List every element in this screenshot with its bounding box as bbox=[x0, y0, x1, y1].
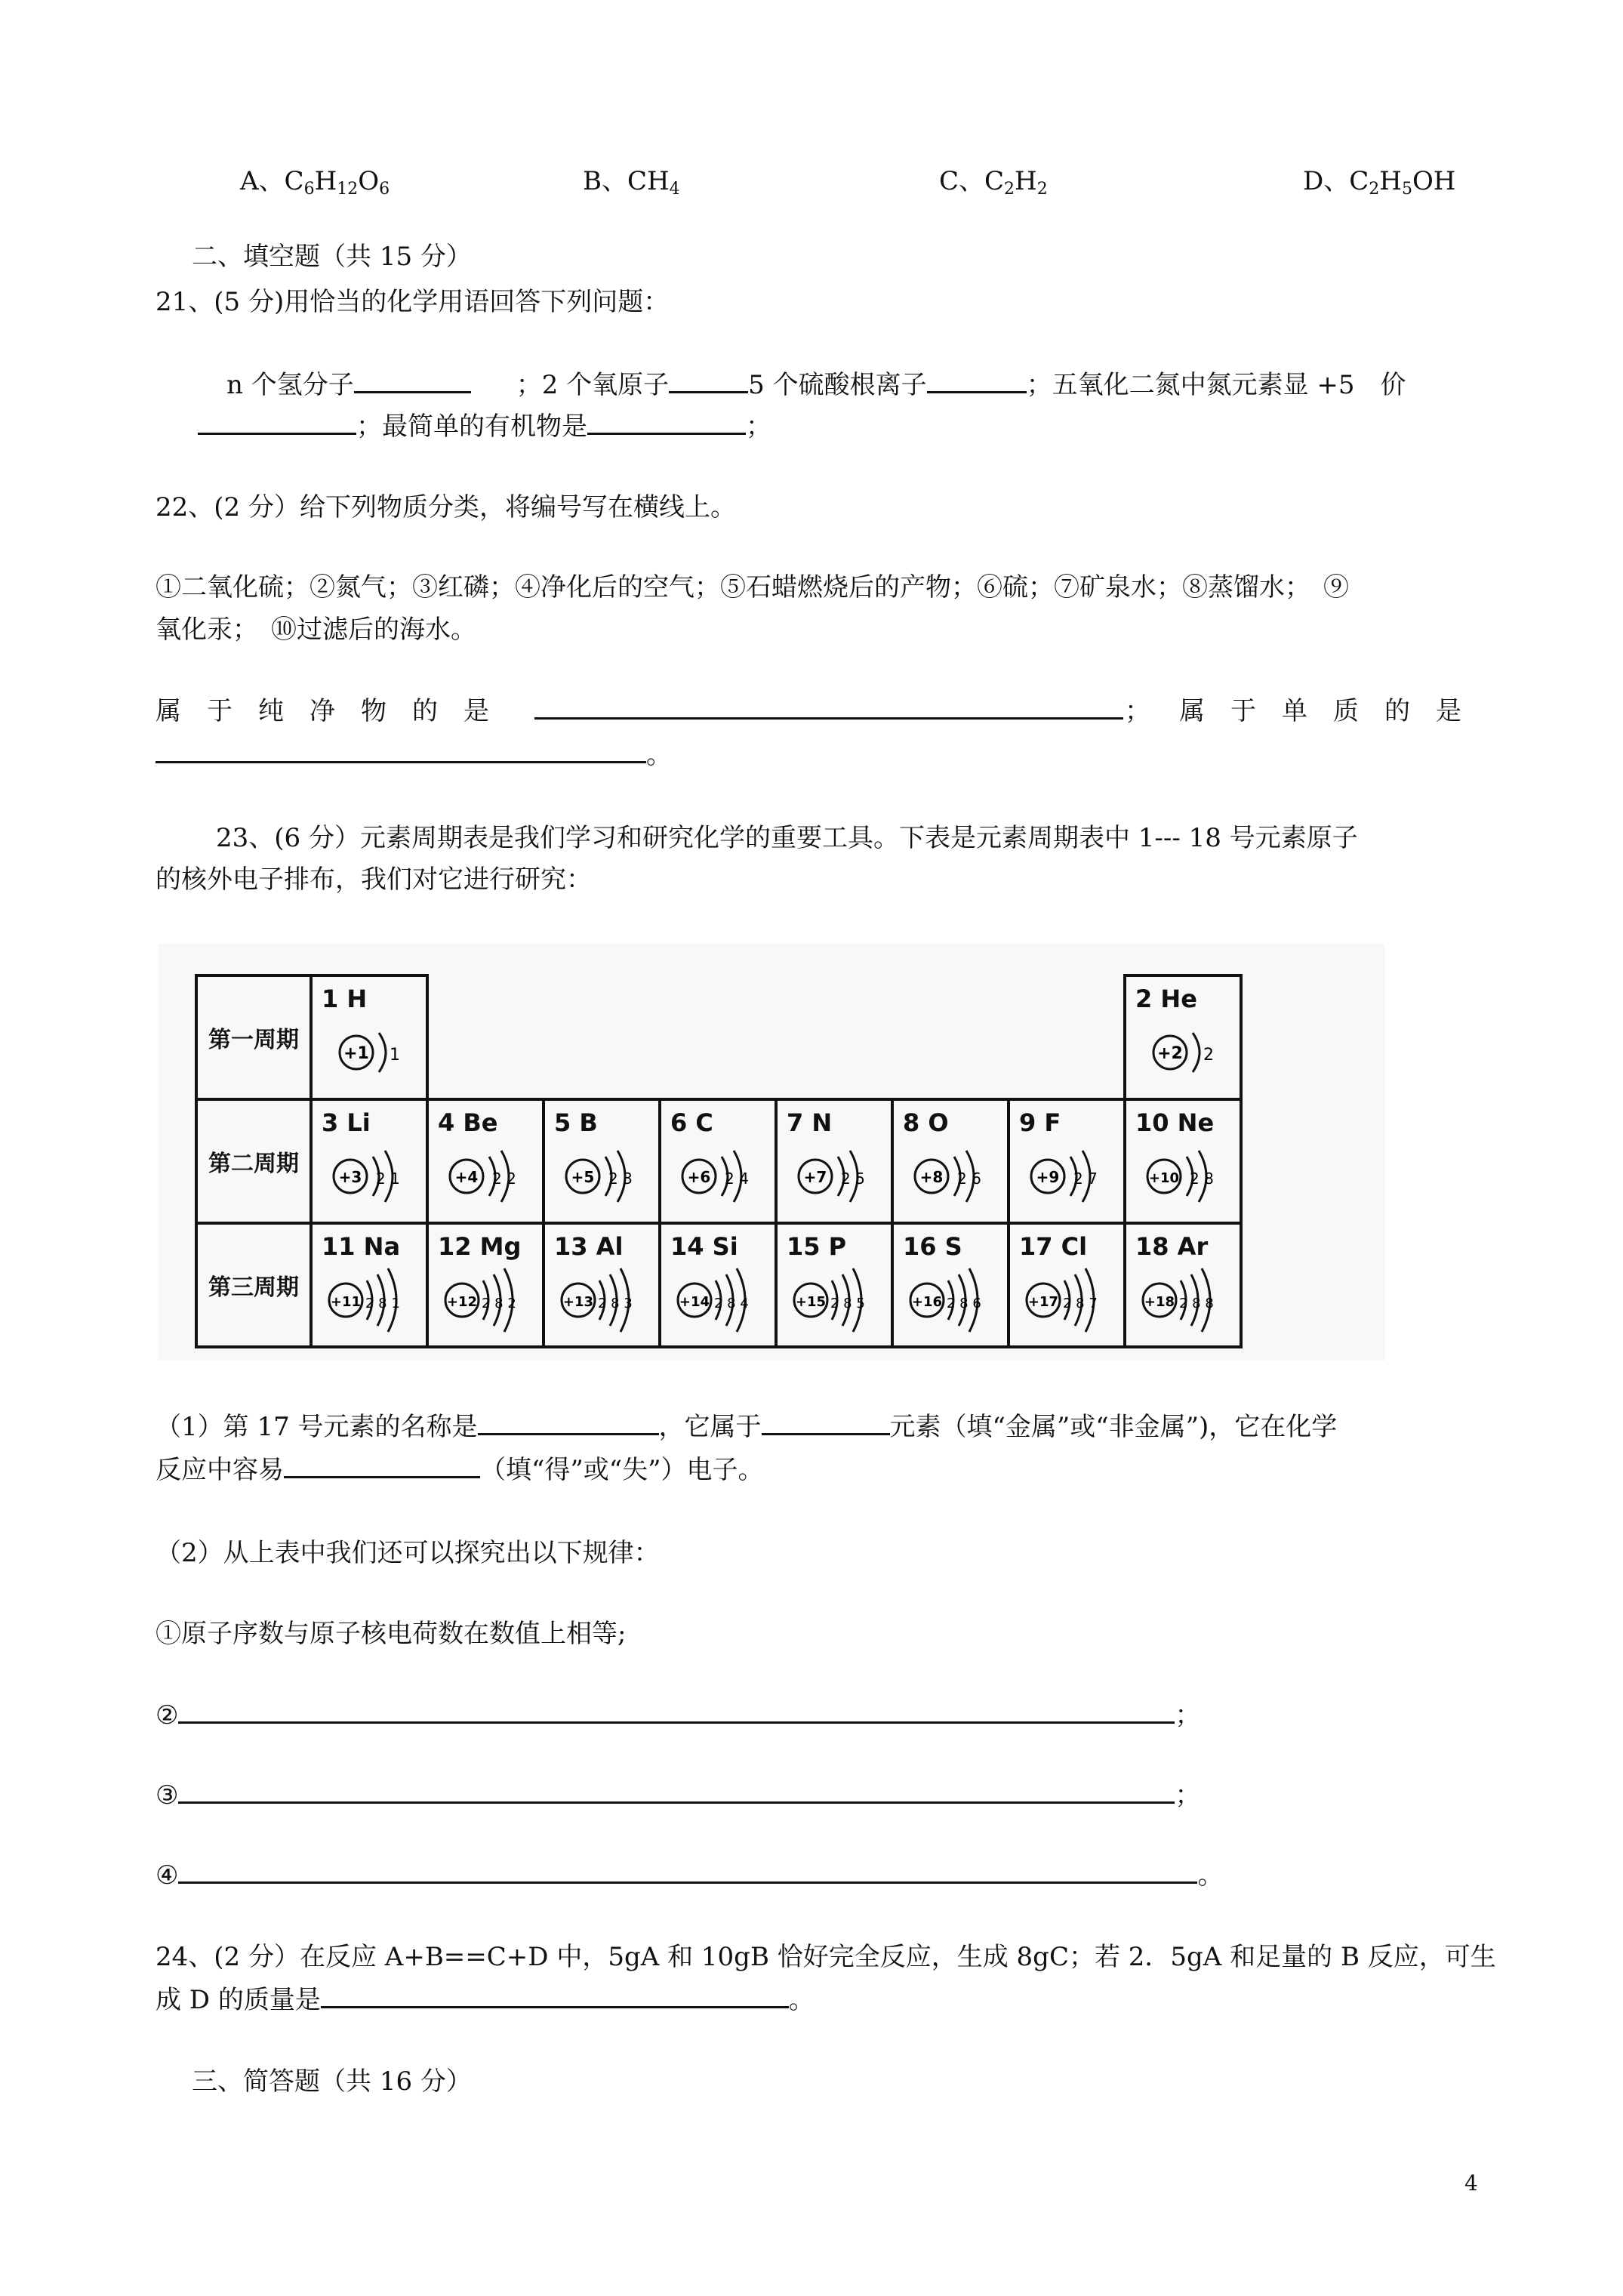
svg-text:+5: +5 bbox=[571, 1168, 595, 1186]
element-cell: 10 Ne +10 2 8 bbox=[1125, 1099, 1241, 1223]
svg-text:+16: +16 bbox=[911, 1294, 943, 1310]
atom-diagram bbox=[669, 1264, 775, 1339]
option-a: A、$C_6H_{12}O_6$ bbox=[240, 166, 390, 199]
atom-diagram-he bbox=[1134, 1016, 1232, 1092]
svg-text:2 8 2: 2 8 2 bbox=[482, 1296, 516, 1311]
svg-text:+3: +3 bbox=[338, 1168, 362, 1186]
element-cell: 14 Si +14 2 8 4 bbox=[660, 1223, 776, 1347]
atom-diagram bbox=[436, 1140, 534, 1216]
svg-text:2 8 7: 2 8 7 bbox=[1063, 1296, 1098, 1311]
atom-diagram-h bbox=[320, 1016, 418, 1092]
q23-rule-3: ③ ； bbox=[156, 1780, 1201, 1811]
option-d: D、$C_2H_5OH$ bbox=[1303, 166, 1456, 199]
q24-line2: 成 D 的质量是 。 bbox=[156, 1985, 815, 2015]
svg-text:+18: +18 bbox=[1144, 1294, 1175, 1310]
element-cell: 11 Na +11 2 8 1 bbox=[311, 1223, 427, 1347]
element-cell: 16 S +16 2 8 6 bbox=[892, 1223, 1009, 1347]
atom-diagram bbox=[1134, 1140, 1232, 1216]
atom-diagram bbox=[1018, 1140, 1116, 1216]
section-3-heading: 三、简答题（共 16 分） bbox=[192, 2066, 472, 2097]
period-3-label: 第三周期 bbox=[196, 1223, 311, 1347]
element-cell: 13 Al +13 2 8 3 bbox=[544, 1223, 660, 1347]
answer-blank[interactable] bbox=[762, 1410, 890, 1435]
element-cell: 1 H +1 1 bbox=[311, 975, 427, 1099]
svg-text:2 3: 2 3 bbox=[608, 1170, 633, 1188]
option-b: B、$CH_4$ bbox=[583, 166, 680, 199]
atom-diagram bbox=[1134, 1264, 1240, 1339]
svg-text:+10: +10 bbox=[1148, 1170, 1180, 1186]
q21-line2: ；最简单的有机物是 ； bbox=[198, 410, 771, 443]
atom-diagram bbox=[320, 1140, 418, 1216]
svg-text:+11: +11 bbox=[330, 1294, 362, 1310]
element-cell: 8 O +8 2 6 bbox=[892, 1099, 1009, 1223]
svg-text:+7: +7 bbox=[803, 1168, 827, 1186]
svg-text:2 8: 2 8 bbox=[1190, 1170, 1214, 1188]
periodic-table bbox=[195, 974, 1243, 1348]
svg-text:2 5: 2 5 bbox=[841, 1170, 865, 1188]
q23-part1-line2: 反应中容易 （填“得”或“失”）电子。 bbox=[156, 1455, 764, 1485]
q23-rule-1: ①原子序数与原子核电荷数在数值上相等; bbox=[156, 1619, 627, 1649]
svg-text:+12: +12 bbox=[446, 1294, 478, 1310]
answer-blank[interactable] bbox=[198, 410, 356, 435]
svg-text:1: 1 bbox=[390, 1046, 400, 1065]
page-number: 4 bbox=[1464, 2171, 1478, 2196]
atom-diagram bbox=[785, 1264, 891, 1339]
period-1-label: 第一周期 bbox=[196, 975, 311, 1099]
atom-diagram bbox=[1018, 1264, 1123, 1339]
element-cell: 7 N +7 2 5 bbox=[776, 1099, 892, 1223]
atom-diagram bbox=[669, 1140, 767, 1216]
q22-pure-label: 属 于 纯 净 物 的 是 bbox=[156, 696, 489, 726]
element-cell: 17 Cl +17 2 8 7 bbox=[1009, 1223, 1125, 1347]
q23-part2: （2）从上表中我们还可以探究出以下规律： bbox=[156, 1538, 660, 1568]
svg-text:2 2: 2 2 bbox=[492, 1170, 516, 1188]
svg-text:2 8 3: 2 8 3 bbox=[598, 1296, 633, 1311]
q22-title: 22、(2 分）给下列物质分类，将编号写在横线上。 bbox=[156, 492, 736, 522]
q22-items-2: 氧化汞； ⑩过滤后的海水。 bbox=[156, 615, 476, 645]
atom-diagram bbox=[553, 1264, 658, 1339]
svg-text:+4: +4 bbox=[454, 1168, 479, 1186]
element-cell: 15 P +15 2 8 5 bbox=[776, 1223, 892, 1347]
q23-rule-4: ④ 。 bbox=[156, 1860, 1224, 1891]
element-cell: 18 Ar +18 2 8 8 bbox=[1125, 1223, 1241, 1347]
svg-text:2 8 8: 2 8 8 bbox=[1179, 1296, 1214, 1311]
answer-blank[interactable] bbox=[354, 368, 471, 393]
answer-blank[interactable] bbox=[478, 1410, 659, 1435]
svg-text:2 1: 2 1 bbox=[376, 1170, 400, 1188]
section-2-heading: 二、填空题（共 15 分） bbox=[192, 242, 472, 272]
answer-blank[interactable] bbox=[927, 368, 1027, 393]
atom-diagram bbox=[436, 1264, 542, 1339]
svg-text:2 8 4: 2 8 4 bbox=[714, 1296, 749, 1311]
atom-diagram bbox=[901, 1140, 999, 1216]
element-cell: 3 Li +3 2 1 bbox=[311, 1099, 427, 1223]
svg-text:2 8 6: 2 8 6 bbox=[947, 1296, 981, 1311]
element-cell: 12 Mg +12 2 8 2 bbox=[427, 1223, 544, 1347]
element-cell: 4 Be +4 2 2 bbox=[427, 1099, 544, 1223]
q22-element-blank[interactable]: 。 bbox=[156, 738, 672, 772]
q22-sep: ； bbox=[1125, 696, 1150, 726]
element-cell: 6 C +6 2 4 bbox=[660, 1099, 776, 1223]
element-cell: 2 He +2 2 bbox=[1125, 975, 1241, 1099]
q23-part1-line1: （1）第 17 号元素的名称是 ，它属于 元素（填“金属”或“非金属”)，它在化学 bbox=[156, 1412, 1338, 1442]
svg-text:+14: +14 bbox=[679, 1294, 710, 1310]
element-cell: 9 F +9 2 7 bbox=[1009, 1099, 1125, 1223]
svg-text:+9: +9 bbox=[1036, 1168, 1060, 1186]
q22-element-label: 属 于 单 质 的 是 bbox=[1179, 696, 1461, 726]
svg-text:2 8 1: 2 8 1 bbox=[365, 1296, 400, 1311]
svg-text:+15: +15 bbox=[795, 1294, 827, 1310]
svg-text:+13: +13 bbox=[562, 1294, 594, 1310]
option-c: C、$C_2H_2$ bbox=[939, 166, 1048, 199]
q22-items-1: ①二氧化硫；②氮气；③红磷；④净化后的空气；⑤石蜡燃烧后的产物；⑥硫；⑦矿泉水；⑧蒸馏水； ⑨ bbox=[156, 572, 1349, 603]
q23-title: 23、(6 分）元素周期表是我们学习和研究化学的重要工具。下表是元素周期表中 1--- 18 号元素原子 bbox=[216, 823, 1358, 853]
q21-line1: n 个氢分子 ；2 个氧原子 5 个硫酸根离子 ；五氧化二氮中氮元素显 +5 价 bbox=[226, 370, 1406, 400]
q23-title-2: 的核外电子排布，我们对它进行研究： bbox=[156, 864, 592, 895]
answer-blank[interactable] bbox=[178, 1699, 1175, 1724]
svg-text:+2: +2 bbox=[1157, 1044, 1183, 1063]
svg-text:2 4: 2 4 bbox=[725, 1170, 749, 1188]
answer-blank[interactable] bbox=[587, 410, 746, 435]
q22-pure-blank[interactable] bbox=[534, 695, 1123, 728]
q24-line1: 24、(2 分）在反应 A+B==C+D 中，5gA 和 10gB 恰好完全反应，生成 8gC；若 2．5gA 和足量的 B 反应，可生 bbox=[156, 1942, 1496, 1972]
svg-text:2 7: 2 7 bbox=[1073, 1170, 1098, 1188]
svg-text:+8: +8 bbox=[919, 1168, 944, 1186]
svg-text:+17: +17 bbox=[1027, 1294, 1059, 1310]
answer-blank[interactable] bbox=[321, 1983, 789, 2008]
svg-text:+1: +1 bbox=[343, 1044, 369, 1063]
answer-blank[interactable] bbox=[178, 1859, 1197, 1884]
element-cell: 5 B +5 2 3 bbox=[544, 1099, 660, 1223]
svg-text:2 8 5: 2 8 5 bbox=[830, 1296, 865, 1311]
q23-rule-2: ② ； bbox=[156, 1700, 1201, 1730]
svg-text:2: 2 bbox=[1203, 1046, 1214, 1065]
answer-blank[interactable] bbox=[178, 1779, 1175, 1804]
atom-diagram bbox=[320, 1264, 426, 1339]
q21-title: 21、(5 分)用恰当的化学用语回答下列问题： bbox=[156, 287, 670, 317]
answer-blank[interactable] bbox=[669, 368, 748, 393]
svg-text:+6: +6 bbox=[687, 1168, 711, 1186]
answer-blank[interactable] bbox=[284, 1453, 480, 1478]
svg-text:2 6: 2 6 bbox=[957, 1170, 981, 1188]
atom-diagram bbox=[553, 1140, 651, 1216]
atom-diagram bbox=[901, 1264, 1007, 1339]
atom-diagram bbox=[785, 1140, 883, 1216]
period-2-label: 第二周期 bbox=[196, 1099, 311, 1223]
